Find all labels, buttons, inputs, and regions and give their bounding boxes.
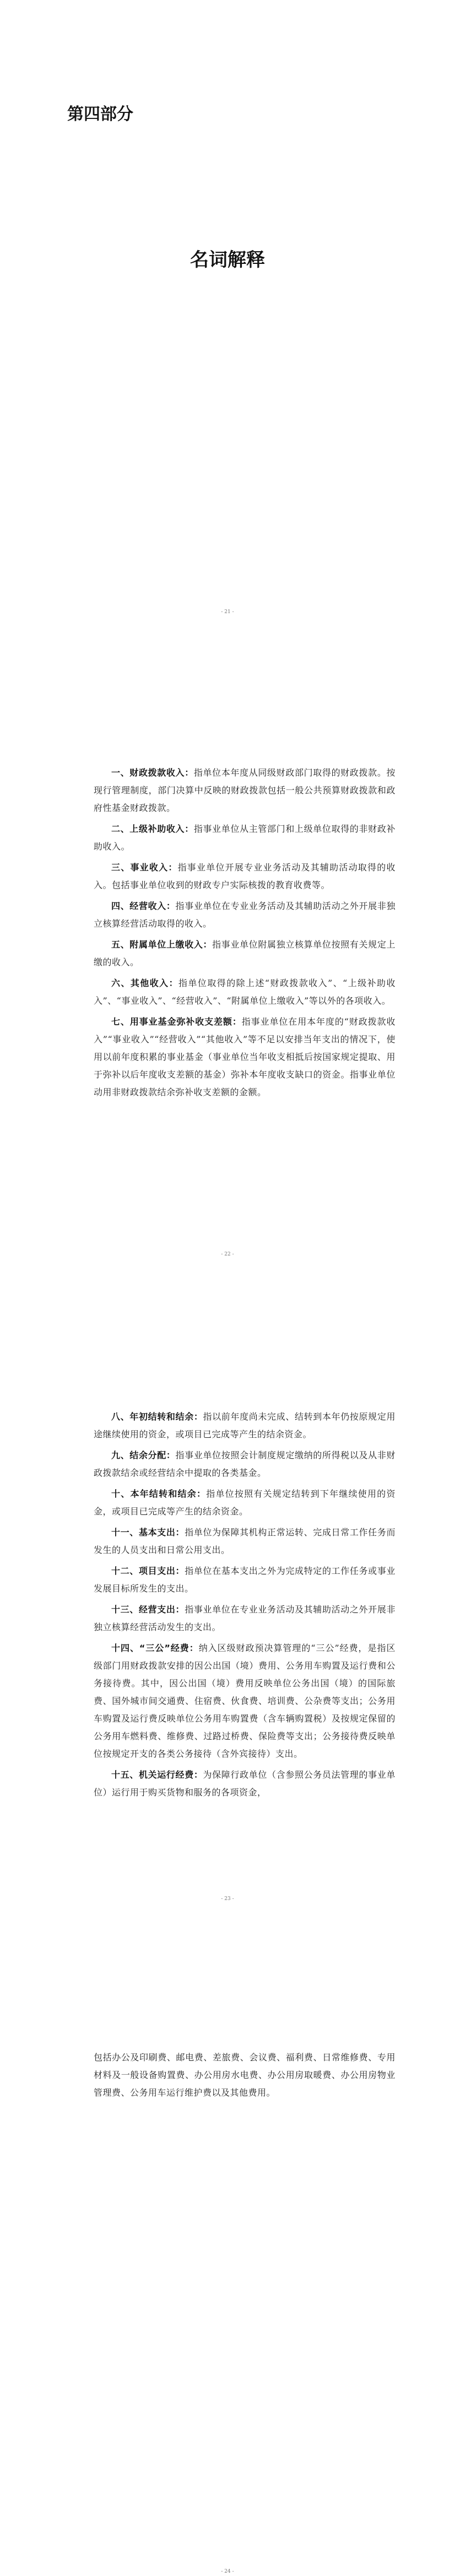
definition-paragraph [94,820,396,856]
definition-term: 十二、项目支出： [111,1566,185,1576]
definition-term: 四、经营收入： [111,901,176,911]
definition-text: 指事业单位在用本年度的“财政拨款收入”“事业收入”“经营收入”“其他收入”等不足以安排当年支出的情况下，使用以前年度积累的事业基金（事业单位当年收支相抵后按国家规定提取、用于弥补以后年度收支差额的基金）弥补本年度收支缺口的资金。指事业单位动用非财政拨款结余弥补收支差额的金额。 [94,1016,396,1097]
definition-paragraph [94,859,396,894]
definition-term: 十五、机关运行经费： [111,1769,203,1780]
definition-paragraph [94,1013,396,1101]
definition-text: 包括办公及印刷费、邮电费、差旅费、会议费、福利费、日常维修费、专用材料及一般设备购置费、办公用房水电费、办公用房取暖费、办公用房物业管理费、公务用车运行维护费以及其他费用。 [94,2052,396,2098]
definition-term: 二、上级补助收入： [111,824,194,834]
section-title: 名词解释 [190,249,265,271]
definition-text: 指单位取得的除上述“财政拨款收入”、“上级补助收入”、“事业收入”、“经营收入”、“附属单位上缴收入”等以外的各项收入。 [94,978,396,1006]
definition-paragraph [94,1524,396,1559]
definition-text: 指事业单位按照会计制度规定缴纳的所得税以及从非财政拨款结余或经营结余中提取的各类基金。 [94,1450,396,1478]
page-1 [0,0,455,644]
page-number: - 23 - [221,1896,234,1902]
definition-text: 指事业单位附属独立核算单位按照有关规定上缴的收入。 [94,939,396,967]
definitions-block [94,764,396,1105]
definition-text: 指单位按照有关规定结转到下年继续使用的资金，或项目已完成等产生的结余资金。 [94,1489,396,1517]
definition-text: 指事业单位从主管部门和上级单位取得的非财政补助收入。 [94,824,396,852]
definition-paragraph [94,897,396,933]
definition-paragraph [94,1766,396,1801]
definition-text: 为保障行政单位（含参照公务员法管理的事业单位）运行用于购买货物和服务的各项资金， [94,1769,396,1798]
definition-paragraph [94,1601,396,1636]
definition-paragraph [94,936,396,971]
definition-term: 三、事业收入： [111,862,178,873]
definition-paragraph [94,1562,396,1598]
part-title: 第四部分 [67,105,133,124]
definition-term: 九、结余分配： [111,1450,176,1460]
definition-paragraph [94,764,396,817]
definition-term: 一、财政拨款收入： [111,767,194,778]
definition-term: 八、年初结转和结余： [111,1411,203,1422]
definition-term: 十一、基本支出： [111,1527,185,1538]
page-number: - 21 - [221,609,234,615]
page-4 [0,1932,455,2576]
definition-term: 七、用事业基金弥补收支差额： [111,1016,242,1027]
definitions-block [94,1408,396,1805]
definition-term: 十三、经营支出： [111,1604,185,1615]
definition-paragraph [94,1639,396,1763]
definition-term: 六、其他收入： [111,978,179,988]
definition-term: 五、附属单位上缴收入： [111,939,213,950]
definition-paragraph [94,2049,396,2102]
page-3 [0,1288,455,1932]
page-2 [0,644,455,1288]
definition-text: 指事业单位在专业业务活动及其辅助活动之外开展非独立核算经营活动取得的收入。 [94,901,396,929]
definition-paragraph [94,975,396,1010]
definition-paragraph [94,1485,396,1520]
definition-text: 指事业单位开展专业业务活动及其辅助活动取得的收入。包括事业单位收到的财政专户实际核拨的教育收费等。 [94,862,396,890]
definition-text: 指单位在基本支出之外为完成特定的工作任务或事业发展目标所发生的支出。 [94,1566,396,1594]
definition-text: 指单位为保障其机构正常运转、完成日常工作任务而发生的人员支出和日常公用支出。 [94,1527,396,1555]
definition-term: 十、本年结转和结余： [111,1489,207,1499]
definition-paragraph [94,1447,396,1482]
definition-paragraph [94,1408,396,1443]
definition-text: 指以前年度尚未完成、结转到本年仍按原规定用途继续使用的资金，或项目已完成等产生的结余资金。 [94,1411,396,1439]
definition-text: 指单位本年度从同级财政部门取得的财政拨款。按现行管理制度，部门决算中反映的财政拨款包括一般公共预算财政拨款和政府性基金财政拨款。 [94,767,396,813]
page-number: - 22 - [221,1252,234,1257]
page-number: - 24 - [221,2569,234,2574]
definition-text: 纳入区级财政预决算管理的“三公”经费，是指区级部门用财政拨款安排的因公出国（境）费用、公务用车购置及运行费和公务接待费。其中，因公出国（境）费用反映单位公务出国（境）的国际旅费、国外城市间交通费、住宿费、伙食费、培训费、公杂费等支出；公务用车购置及运行费反映单位公务用车购置费（含车辆购置税）及按规定保留的公务用车燃料费、维修费、过路过桥费、保险费等支出；公务接待费反映单位按规定开支的各类公务接待（含外宾接待）支出。 [94,1643,396,1759]
definition-term: 十四、“三公”经费： [111,1643,199,1653]
definition-text: 指事业单位在专业业务活动及其辅助活动之外开展非独立核算经营活动发生的支出。 [94,1604,396,1632]
definitions-block [94,2049,396,2105]
